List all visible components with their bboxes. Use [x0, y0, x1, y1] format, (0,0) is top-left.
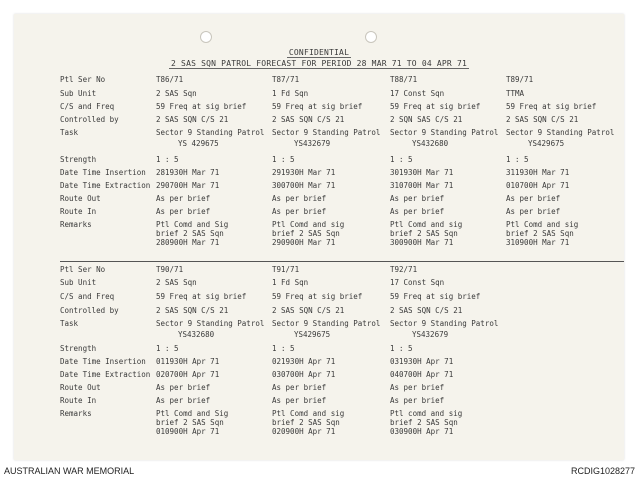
cell-remarks-line: brief 2 SAS Sqn [390, 418, 458, 427]
cell-remarks-line: brief 2 SAS Sqn [506, 229, 574, 238]
cell-grid-ref: YS432680 [412, 139, 449, 148]
cell-grid-ref: YS432680 [178, 330, 215, 339]
cell-remarks-line: 310900H Mar 71 [506, 238, 570, 247]
footer-institution: AUSTRALIAN WAR MEMORIAL [4, 466, 135, 476]
row-label-task: Task [60, 128, 79, 137]
cell-sub-unit: 2 SAS Sqn [156, 89, 197, 98]
cell-ptl-ser-no: T86/71 [156, 75, 184, 84]
cell-controlled-by: 2 SAS SQN C/S 21 [156, 306, 229, 315]
cell-sub-unit: TTMA [506, 89, 525, 98]
row-label-ptl-ser-no: Ptl Ser No [60, 265, 106, 274]
row-label-strength: Strength [60, 155, 97, 164]
cell-remarks-line: 030900H Apr 71 [390, 427, 454, 436]
cell-date-time-extraction: 040700H Apr 71 [390, 370, 454, 379]
cell-sub-unit: 17 Const Sqn [390, 278, 445, 287]
cell-task: Sector 9 Standing Patrol [506, 128, 615, 137]
row-label-date-time-extraction: Date Time Extraction [60, 181, 151, 190]
cell-grid-ref: YS432679 [412, 330, 449, 339]
cell-route-in: As per brief [156, 207, 211, 216]
cell-controlled-by: 2 SAS SQN C/S 21 [156, 115, 229, 124]
cell-date-time-insertion: 311930H Mar 71 [506, 168, 570, 177]
cell-remarks-line: Ptl Comd and sig [272, 220, 345, 229]
cell-ptl-ser-no: T91/71 [272, 265, 300, 274]
document-title: 2 SAS SQN PATROL FORECAST FOR PERIOD 28 MAR 71 TO 04 APR 71 [171, 59, 467, 68]
cell-remarks-line: brief 2 SAS Sqn [156, 229, 224, 238]
cell-strength: 1 : 5 [390, 344, 413, 353]
row-label-date-time-extraction: Date Time Extraction [60, 370, 151, 379]
cell-route-out: As per brief [272, 194, 327, 203]
cell-sub-unit: 1 Fd Sqn [272, 89, 309, 98]
cell-cs-and-freq: 59 Freq at sig brief [506, 102, 597, 111]
cell-controlled-by: 2 SAS SQN C/S 21 [390, 306, 463, 315]
cell-controlled-by: 2 SAS SQN C/S 21 [272, 115, 345, 124]
row-label-sub-unit: Sub Unit [60, 278, 97, 287]
row-label-route-out: Route Out [60, 194, 101, 203]
row-label-ptl-ser-no: Ptl Ser No [60, 75, 106, 84]
cell-remarks-line: Ptl Comd and Sig [156, 409, 229, 418]
cell-controlled-by: 2 SAS SQN C/S 21 [506, 115, 579, 124]
cell-ptl-ser-no: T90/71 [156, 265, 184, 274]
row-label-cs-and-freq: C/S and Freq [60, 102, 115, 111]
cell-date-time-insertion: 281930H Mar 71 [156, 168, 220, 177]
cell-remarks-line: brief 2 SAS Sqn [272, 418, 340, 427]
cell-grid-ref: YS429675 [294, 330, 331, 339]
row-label-date-time-insertion: Date Time Insertion [60, 168, 146, 177]
cell-date-time-extraction: 010700H Apr 71 [506, 181, 570, 190]
cell-remarks-line: Ptl Comd and sig [506, 220, 579, 229]
row-label-controlled-by: Controlled by [60, 306, 119, 315]
cell-strength: 1 : 5 [272, 155, 295, 164]
cell-task: Sector 9 Standing Patrol [156, 319, 265, 328]
cell-date-time-insertion: 011930H Apr 71 [156, 357, 220, 366]
cell-date-time-extraction: 300700H Mar 71 [272, 181, 336, 190]
cell-route-out: As per brief [390, 383, 445, 392]
cell-ptl-ser-no: T89/71 [506, 75, 534, 84]
cell-ptl-ser-no: T92/71 [390, 265, 418, 274]
cell-route-out: As per brief [156, 194, 211, 203]
section-divider [60, 261, 624, 262]
cell-route-in: As per brief [506, 207, 561, 216]
cell-route-in: As per brief [272, 207, 327, 216]
cell-route-in: As per brief [390, 207, 445, 216]
cell-strength: 1 : 5 [390, 155, 413, 164]
cell-grid-ref: YS432679 [294, 139, 331, 148]
cell-task: Sector 9 Standing Patrol [272, 319, 381, 328]
cell-remarks-line: Ptl Comd and Sig [156, 220, 229, 229]
row-label-route-in: Route In [60, 207, 97, 216]
cell-cs-and-freq: 59 Freq at sig brief [390, 102, 481, 111]
row-label-controlled-by: Controlled by [60, 115, 119, 124]
cell-route-out: As per brief [390, 194, 445, 203]
cell-task: Sector 9 Standing Patrol [272, 128, 381, 137]
punch-hole [200, 31, 212, 43]
cell-task: Sector 9 Standing Patrol [390, 128, 499, 137]
row-label-remarks: Remarks [60, 220, 92, 229]
cell-remarks-line: 300900H Mar 71 [390, 238, 454, 247]
cell-date-time-extraction: 030700H Apr 71 [272, 370, 336, 379]
document-page [14, 14, 624, 460]
cell-controlled-by: 2 SQN SAS C/S 21 [390, 115, 463, 124]
cell-remarks-line: Ptl Comd and sig [272, 409, 345, 418]
cell-grid-ref: YS 429675 [178, 139, 219, 148]
cell-route-out: As per brief [156, 383, 211, 392]
cell-strength: 1 : 5 [506, 155, 529, 164]
cell-ptl-ser-no: T87/71 [272, 75, 300, 84]
cell-cs-and-freq: 59 Freq at sig brief [156, 102, 247, 111]
cell-cs-and-freq: 59 Freq at sig brief [156, 292, 247, 301]
cell-strength: 1 : 5 [272, 344, 295, 353]
cell-route-out: As per brief [272, 383, 327, 392]
row-label-route-out: Route Out [60, 383, 101, 392]
cell-remarks-line: brief 2 SAS Sqn [272, 229, 340, 238]
cell-cs-and-freq: 59 Freq at sig brief [272, 292, 363, 301]
cell-remarks-line: Ptl Comd and sig [390, 220, 463, 229]
cell-task: Sector 9 Standing Patrol [390, 319, 499, 328]
cell-cs-and-freq: 59 Freq at sig brief [390, 292, 481, 301]
cell-remarks-line: 010900H Apr 71 [156, 427, 220, 436]
row-label-strength: Strength [60, 344, 97, 353]
cell-strength: 1 : 5 [156, 344, 179, 353]
cell-sub-unit: 1 Fd Sqn [272, 278, 309, 287]
cell-route-in: As per brief [156, 396, 211, 405]
cell-cs-and-freq: 59 Freq at sig brief [272, 102, 363, 111]
row-label-route-in: Route In [60, 396, 97, 405]
cell-remarks-line: Ptl comd and sig [390, 409, 463, 418]
cell-grid-ref: YS429675 [528, 139, 565, 148]
row-label-cs-and-freq: C/S and Freq [60, 292, 115, 301]
row-label-date-time-insertion: Date Time Insertion [60, 357, 146, 366]
row-label-remarks: Remarks [60, 409, 92, 418]
cell-date-time-extraction: 310700H Mar 71 [390, 181, 454, 190]
classification-heading: CONFIDENTIAL [288, 48, 350, 57]
cell-date-time-extraction: 290700H Mar 71 [156, 181, 220, 190]
cell-sub-unit: 2 SAS Sqn [156, 278, 197, 287]
cell-route-in: As per brief [390, 396, 445, 405]
cell-sub-unit: 17 Const Sqn [390, 89, 445, 98]
cell-remarks-line: 290900H Mar 71 [272, 238, 336, 247]
cell-remarks-line: 020900H Apr 71 [272, 427, 336, 436]
cell-date-time-insertion: 291930H Mar 71 [272, 168, 336, 177]
cell-date-time-insertion: 301930H Mar 71 [390, 168, 454, 177]
row-label-task: Task [60, 319, 79, 328]
cell-remarks-line: brief 2 SAS Sqn [390, 229, 458, 238]
cell-remarks-line: 280900H Mar 71 [156, 238, 220, 247]
row-label-sub-unit: Sub Unit [60, 89, 97, 98]
cell-route-in: As per brief [272, 396, 327, 405]
footer-reference: RCDIG1028277 [570, 466, 635, 476]
cell-date-time-extraction: 020700H Apr 71 [156, 370, 220, 379]
cell-route-out: As per brief [506, 194, 561, 203]
cell-ptl-ser-no: T88/71 [390, 75, 418, 84]
cell-task: Sector 9 Standing Patrol [156, 128, 265, 137]
cell-strength: 1 : 5 [156, 155, 179, 164]
cell-date-time-insertion: 031930H Apr 71 [390, 357, 454, 366]
punch-hole [365, 31, 377, 43]
cell-remarks-line: brief 2 SAS Sqn [156, 418, 224, 427]
cell-date-time-insertion: 021930H Apr 71 [272, 357, 336, 366]
cell-controlled-by: 2 SAS SQN C/S 21 [272, 306, 345, 315]
